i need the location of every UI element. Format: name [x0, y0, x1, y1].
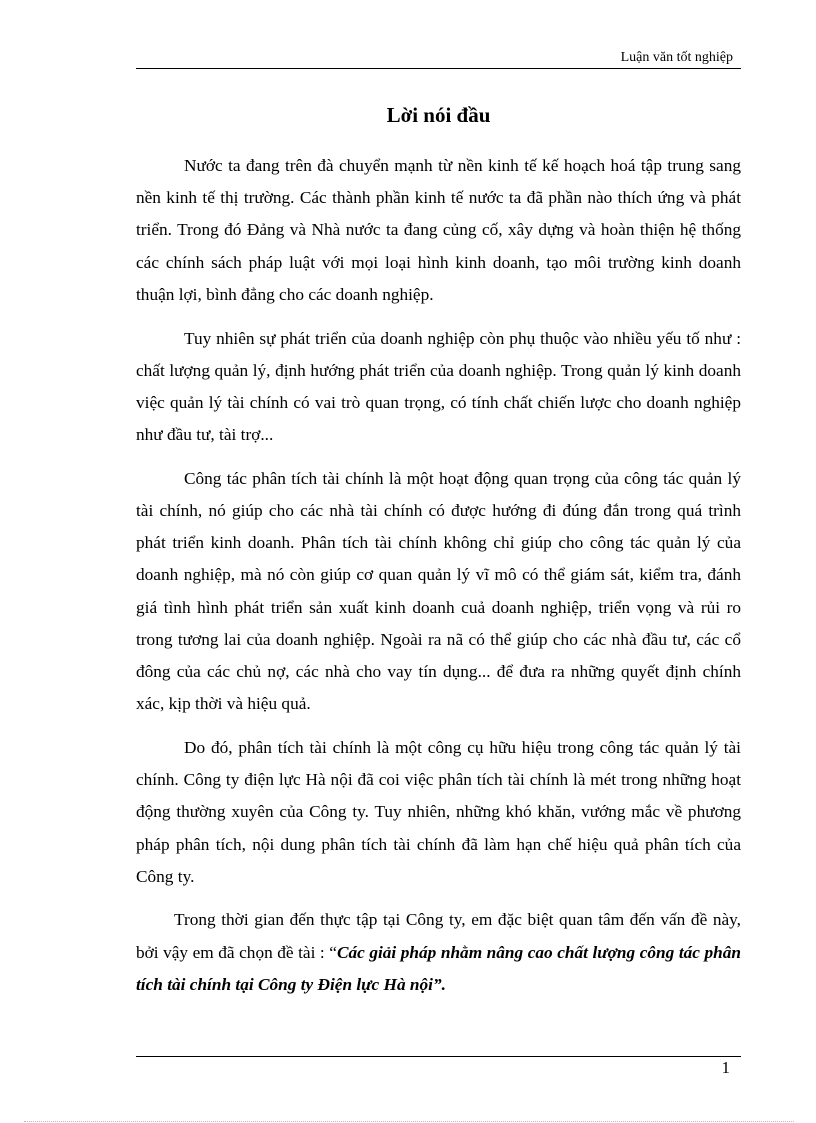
paragraph: Do đó, phân tích tài chính là một công cụ hữu hiệu trong công tác quản lý tài chính. Công ty điện lực Hà nội đã coi việc phân tích tài chính là mét trong những hoạt động thường xuyên của Công ty. Tuy nhiên, những khó khăn, vướng mắc về phương pháp phân tích, nội dung phân tích tài chính đã làm hạn chế hiệu quả phân tích của Công ty.: [136, 737, 741, 886]
paragraph: Công tác phân tích tài chính là một hoạt động quan trọng của công tác quản lý tài chính, nó giúp cho các nhà tài chính có được hướng đi đúng đắn trong quá trình phát triển kinh doanh. Phân tích tài chính không chỉ giúp cho công tác quản lý của doanh nghiệp, mà nó còn giúp cơ quan quản lý vĩ mô có thể giám sát, kiểm tra, đánh giá tình hình phát triển sản xuất kinh doanh cuả doanh nghiệp, triển vọng và rủi ro trong tương lai của doanh nghiệp. Ngoài ra nã có thể giúp cho các nhà đầu tư, các cổ đông của các chủ nợ, các nhà cho vay tín dụng... để đưa ra những quyết định chính xác, kịp thời và hiệu quả.: [136, 468, 741, 714]
page-header: [136, 48, 741, 69]
document-body: [136, 150, 741, 1013]
closing-quote: ”.: [432, 974, 446, 994]
header-text: Luận văn tốt nghiệp: [620, 50, 733, 65]
closing-paragraph: [136, 904, 741, 1001]
closing-intro-text: Trong thời gian đến thực tập tại Công ty, em đặc biệt quan tâm đến vấn đề này, bởi vậy em đã chọn đề tài : “: [136, 910, 741, 962]
page-title: Lời nói đầu: [386, 103, 491, 127]
footer-divider: [136, 1056, 741, 1057]
page-number: 1: [721, 1058, 730, 1077]
thesis-topic: Các giải pháp nhằm nâng cao chất lượng công tác phân tích tài chính tại Công ty Điện lực Hà nội: [136, 942, 741, 994]
paragraph: Nước ta đang trên đà chuyển mạnh từ nền kinh tế kế hoạch hoá tập trung sang nền kinh tế thị trường. Các thành phần kinh tế nước ta đã phần nào thích ứng và phát triển. Trong đó Đảng và Nhà nước ta đang củng cố, xây dựng và hoàn thiện hệ thống các chính sách pháp luật với mọi loại hình kinh doanh, tạo môi trường kinh doanh thuận lợi, bình đẳng cho các doanh nghiệp.: [136, 156, 741, 304]
page-bottom-edge: [24, 1121, 794, 1122]
paragraph: Tuy nhiên sự phát triển của doanh nghiệp còn phụ thuộc vào nhiều yếu tố như : chất lượng quản lý, định hướng phát triển của doanh nghiệp. Trong quản lý kinh doanh việc quản lý tài chính có vai trò quan trọng, có tính chất chiến lược cho doanh nghiệp như đầu tư, tài trợ...: [136, 328, 741, 445]
